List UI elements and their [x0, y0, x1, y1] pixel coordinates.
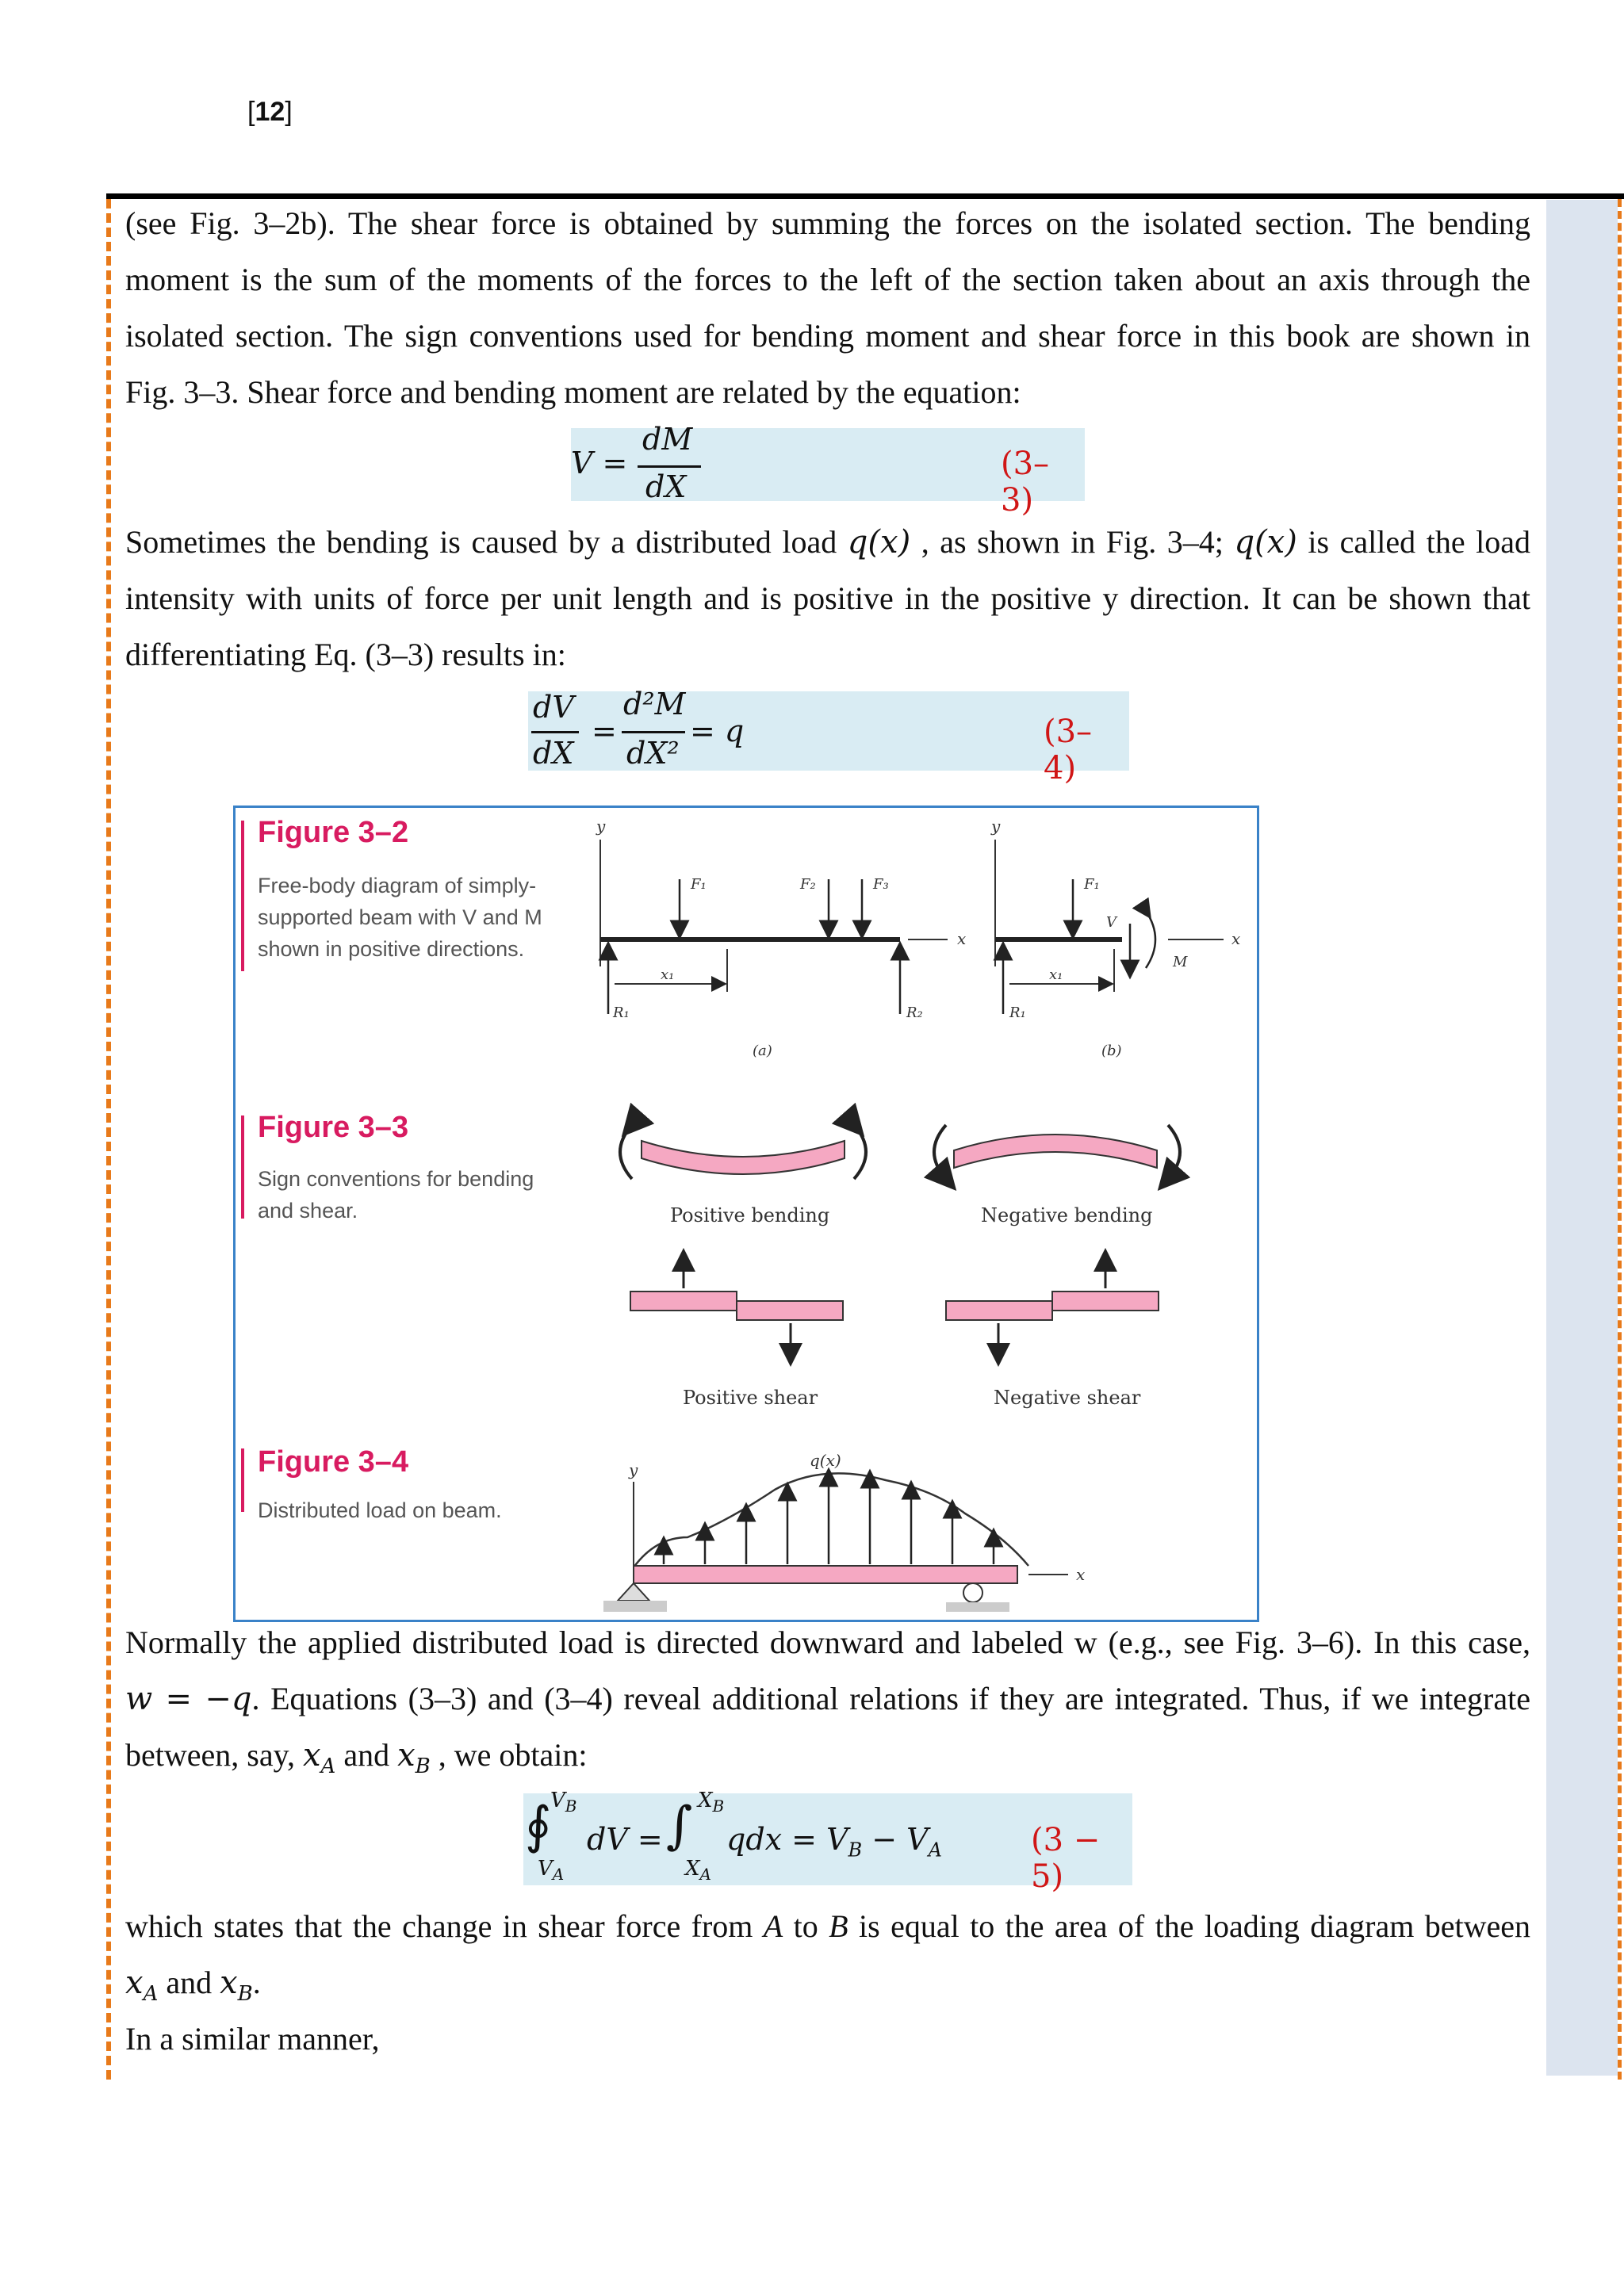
eq35-lower-limit-2: $X_A$: [685, 1857, 711, 1885]
caption-positive-shear: Positive shear: [683, 1387, 818, 1409]
text-line: Fig. 3–3. Shear force and bending moment are related by the equation:: [125, 374, 1021, 410]
axis-label: x: [1231, 929, 1241, 948]
figure-3-3-caption: Sign conventions for bending and shear.: [258, 1167, 534, 1223]
equation-3-4: [528, 687, 1129, 786]
equation-number: (3 − 5): [1031, 1822, 1101, 1895]
eq35-rhs: qdx = $V_B - V_A$: [726, 1822, 942, 1862]
beam-diagram-b: [990, 817, 1240, 1059]
subfigure-label: (b): [1101, 1043, 1122, 1059]
shear-label: V: [1106, 914, 1116, 931]
positive-bending-diagram: [620, 1125, 866, 1226]
eq35-upper-limit-1: $V_B$: [550, 1789, 577, 1816]
distance-label: x₁: [1049, 966, 1063, 983]
axis-label: x: [957, 929, 967, 948]
axis-label: y: [629, 1460, 638, 1479]
force-label: F₁: [1084, 876, 1100, 893]
text-line: (see Fig. 3–2b). The shear force is obtained by summing the forces on the isolated section. The bending: [125, 205, 1530, 241]
equation-number: (3– 4): [1044, 714, 1093, 786]
eq35-integral: ∫: [666, 1797, 693, 1855]
force-label: F₃: [873, 876, 889, 893]
figure-3-4-caption: Distributed load on beam.: [258, 1498, 502, 1522]
text-line: between, say, $x_A$ and $x_B$ , we obtain:: [125, 1737, 588, 1778]
equation-3-5: [523, 1789, 1132, 1895]
moment-label: M: [1173, 954, 1188, 970]
figure-diagrams: [236, 808, 1257, 1620]
equation-3-3: [571, 422, 1085, 519]
text-line: which states that the change in shear force from A to B is equal to the area of the loading diagram between: [125, 1908, 1531, 1944]
text-line: intensity with units of force per unit length and is positive in the positive y direction. It can be shown that: [125, 580, 1530, 616]
eq33-numerator: dM: [642, 422, 693, 457]
axis-label: y: [991, 817, 1001, 836]
eq34-fraction-bar-1: [531, 731, 579, 733]
positive-shear-diagram: [630, 1260, 843, 1409]
reaction-label: R₁: [613, 1004, 630, 1021]
eq34-numerator-1: dV: [533, 690, 574, 725]
text-line: Sometimes the bending is caused by a distributed load q(x) , as shown in Fig. 3–4; q(x) is called the load: [125, 524, 1530, 561]
eq35-dv: dV =: [587, 1822, 663, 1857]
reaction-label: R₂: [906, 1004, 923, 1021]
eq35-upper-limit-2: $X_B$: [698, 1789, 725, 1816]
eq33-fraction-bar: [638, 465, 701, 468]
eq35-contour-integral: ∮: [525, 1797, 552, 1855]
left-dashed-border: [106, 199, 111, 2080]
eq34-denominator-2: dX²: [626, 736, 680, 771]
text-line: moment is the sum of the moments of the forces to the left of the section taken about an axis through the: [125, 262, 1530, 297]
right-dashed-border: [1618, 199, 1622, 2080]
eq34-rhs: = q: [690, 714, 745, 748]
eq33-lhs: V =: [571, 446, 628, 480]
negative-bending-diagram: [934, 1125, 1180, 1226]
axis-label: y: [596, 817, 606, 836]
text-line: Normally the applied distributed load is directed downward and labeled w (e.g., see Fig. 3–6). In this case,: [125, 1624, 1530, 1660]
right-sidebar-panel: [1546, 200, 1618, 2076]
eq34-numerator-2: d²M: [623, 687, 686, 721]
eq35-lower-limit-1: $V_A$: [538, 1857, 565, 1885]
figure-3-4-title: Figure 3–4: [258, 1445, 409, 1479]
text-line: isolated section. The sign conventions used for bending moment and shear force in this book are shown in: [125, 318, 1530, 354]
subfigure-label: (a): [753, 1043, 772, 1059]
distance-label: x₁: [661, 966, 675, 983]
paragraph-2: [125, 514, 1530, 683]
text-line: differentiating Eq. (3–3) results in:: [125, 637, 566, 672]
figure-3-3-title: Figure 3–3: [258, 1111, 409, 1144]
load-label: q(x): [810, 1451, 841, 1470]
eq34-equals: =: [592, 714, 617, 748]
force-label: F₂: [800, 876, 816, 893]
figure-3-2-caption: Free-body diagram of simply- supported beam with V and M shown in positive directions.: [258, 874, 542, 961]
reaction-label: R₁: [1009, 1004, 1026, 1021]
negative-shear-diagram: [946, 1260, 1159, 1409]
eq34-denominator-1: dX: [533, 736, 574, 771]
eq33-denominator: dX: [645, 469, 687, 504]
figure-3-2-title: Figure 3–2: [258, 816, 409, 849]
text-line: $x_A$ and $x_B$.: [125, 1965, 261, 2006]
page-number: [12]: [247, 97, 293, 127]
paragraph-1: [125, 195, 1530, 420]
beam-diagram-a: [596, 817, 966, 1059]
paragraph-4: [125, 1898, 1530, 2067]
figure-panel: [233, 806, 1259, 1622]
axis-label: x: [1076, 1565, 1086, 1584]
distributed-load-diagram: [603, 1451, 1085, 1612]
eq34-fraction-bar-2: [622, 731, 685, 733]
caption-negative-shear: Negative shear: [994, 1387, 1141, 1409]
force-label: F₁: [691, 876, 707, 893]
caption-negative-bending: Negative bending: [981, 1204, 1153, 1226]
text-line: w = −q. Equations (3–3) and (3–4) reveal additional relations if they are integrated. Thus, if we integrate: [125, 1681, 1530, 1717]
caption-positive-bending: Positive bending: [670, 1204, 830, 1226]
text-line: In a similar manner,: [125, 2021, 380, 2057]
paragraph-3: [125, 1614, 1530, 1783]
equation-number: (3– 3): [1001, 446, 1050, 519]
